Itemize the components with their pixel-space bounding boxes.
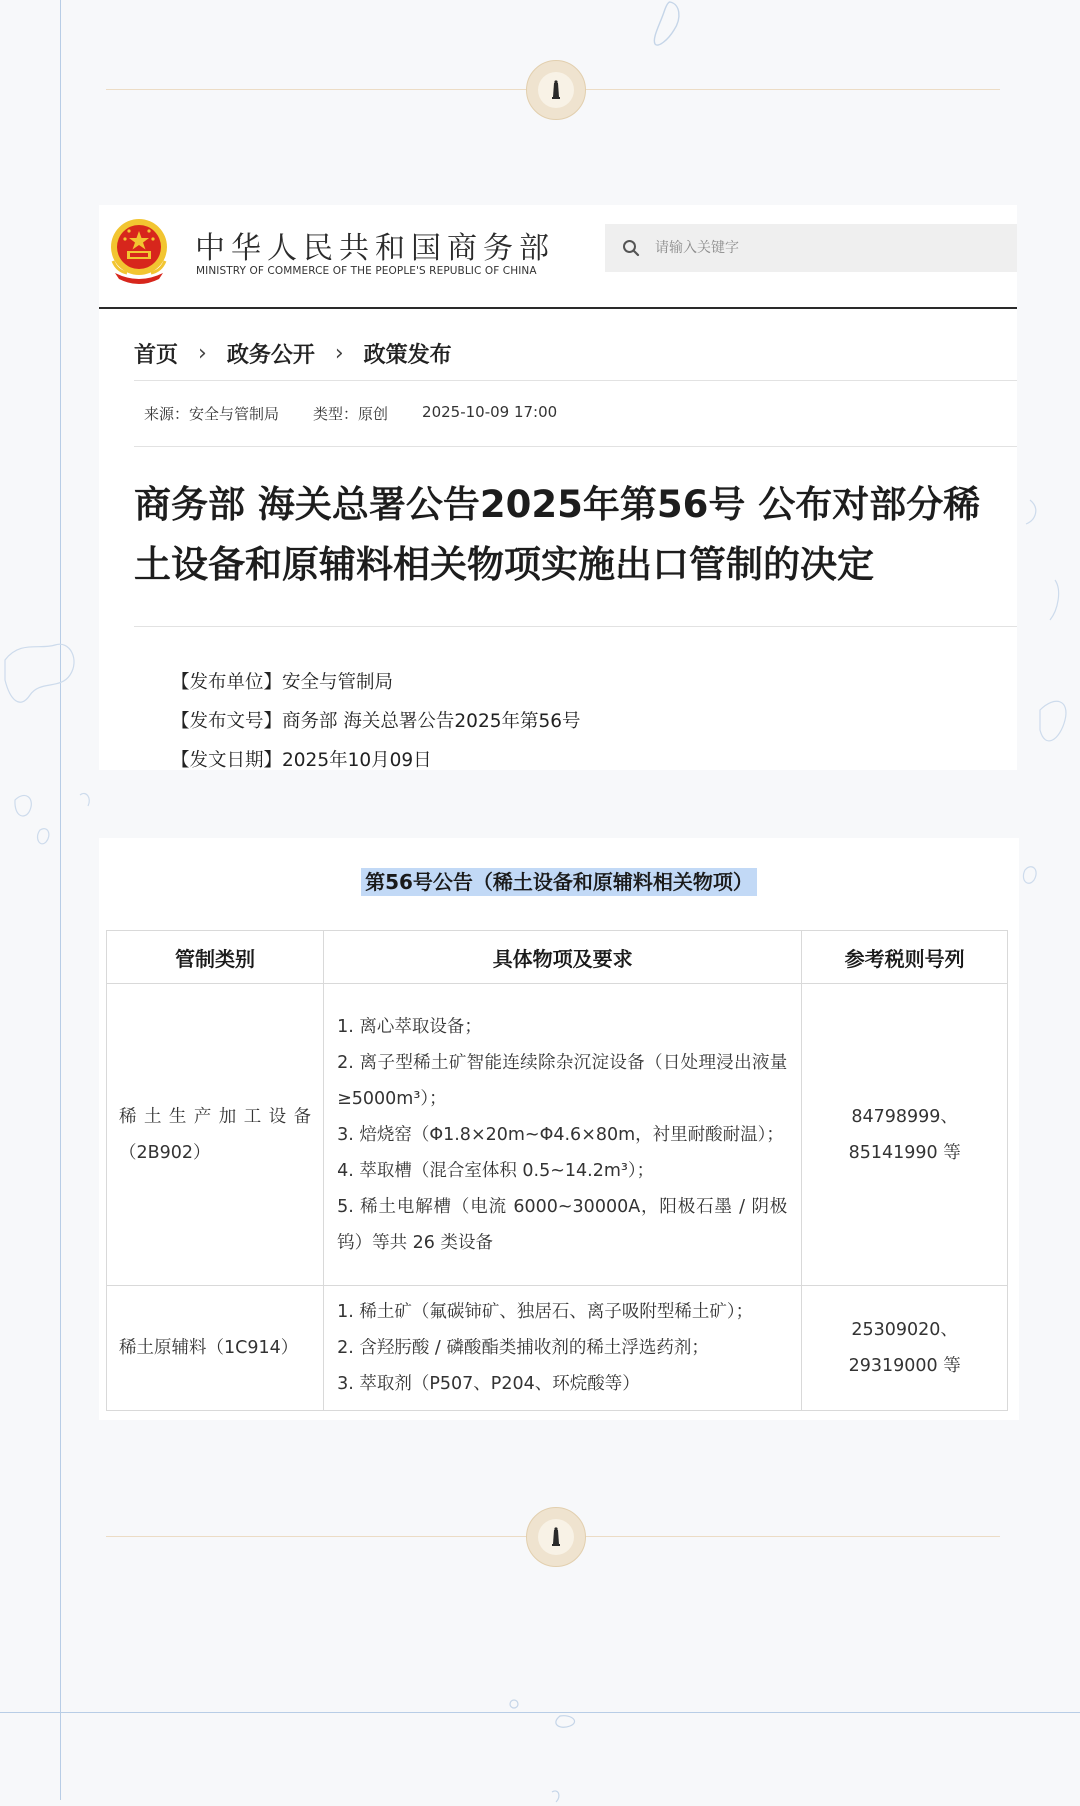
info-value: 商务部 海关总署公告2025年第56号 xyxy=(282,711,581,732)
info-value: 2025年10月09日 xyxy=(282,750,432,770)
table-header-row xyxy=(107,931,1008,984)
site-subtitle: MINISTRY OF COMMERCE OF THE PEOPLE'S REPUBLIC OF CHINA xyxy=(196,265,537,277)
meta-divider xyxy=(134,446,1017,447)
chevron-right-icon: › xyxy=(198,341,207,366)
article-meta xyxy=(144,403,591,424)
guide-line-vertical xyxy=(60,0,61,1800)
items-cell xyxy=(324,1286,802,1411)
info-value: 安全与管制局 xyxy=(282,672,394,693)
info-issue-date xyxy=(171,741,581,770)
list-item: 2. 离子型稀土矿智能连续除杂沉淀设备（日处理浸出液量≥5000m³）； xyxy=(337,1052,788,1109)
category-cell: 稀土生产加工设备（2B902） xyxy=(107,984,324,1286)
table-caption xyxy=(99,866,1019,895)
meta-datetime: 2025-10-09 17:00 xyxy=(422,403,558,421)
meta-type: 类型：原创 xyxy=(313,405,389,423)
info-label: 【发文日期】 xyxy=(171,750,283,770)
map-doodle-right xyxy=(1010,490,1080,890)
list-item: 3. 焙烧窑（Φ1.8×20m~Φ4.6×80m，衬里耐酸耐温）； xyxy=(337,1124,784,1145)
tariff-codes-cell: 25309020、29319000 等 xyxy=(802,1286,1008,1411)
article-info-list xyxy=(171,663,581,770)
header-tariff-codes: 参考税则号列 xyxy=(802,931,1008,984)
control-table-screenshot xyxy=(99,838,1019,1420)
list-item: 2. 含羟肟酸 / 磷酸酯类捕收剂的稀土浮选药剂； xyxy=(337,1338,709,1358)
article-title: 商务部 海关总署公告2025年第56号 公布对部分稀土设备和原辅料相关物项实施出口管制的决定 xyxy=(134,483,981,586)
control-table xyxy=(106,930,1008,1411)
lighthouse-icon xyxy=(545,79,567,101)
meta-source: 来源：安全与管制局 xyxy=(144,405,280,423)
site-header xyxy=(99,205,1017,309)
table-row xyxy=(107,984,1008,1286)
header-items-requirements: 具体物项及要求 xyxy=(324,931,802,984)
breadcrumb-policy-release[interactable]: 政策发布 xyxy=(363,343,452,368)
list-item: 1. 稀土矿（氟碳铈矿、独居石、离子吸附型稀土矿）； xyxy=(337,1302,754,1322)
items-cell xyxy=(324,984,802,1286)
table-row xyxy=(107,1286,1008,1411)
search-box[interactable] xyxy=(605,224,1017,272)
seal-emblem-bottom xyxy=(526,1507,586,1567)
title-divider xyxy=(134,626,1017,627)
seal-inner xyxy=(538,1519,574,1555)
map-doodle-left xyxy=(0,620,100,880)
breadcrumb-gov-affairs[interactable]: 政务公开 xyxy=(226,343,315,368)
breadcrumb xyxy=(134,338,452,369)
info-doc-number xyxy=(171,702,581,741)
info-label: 【发布文号】 xyxy=(171,711,283,732)
list-item: 3. 萃取剂（P507、P204、环烷酸等） xyxy=(337,1374,640,1394)
list-item: 1. 离心萃取设备； xyxy=(337,1016,482,1037)
breadcrumb-divider xyxy=(134,380,1017,381)
header-control-category: 管制类别 xyxy=(107,931,324,984)
chevron-right-icon: › xyxy=(334,341,344,366)
map-doodle-bottom xyxy=(500,1696,590,1806)
list-item: 4. 萃取槽（混合室体积 0.5~14.2m³）； xyxy=(337,1160,655,1181)
national-emblem-icon xyxy=(107,217,171,285)
tariff-codes-cell: 84798999、85141990 等 xyxy=(802,984,1008,1286)
seal-emblem-top xyxy=(526,60,586,120)
list-item: 5. 稀土电解槽（电流 6000~30000A，阳极石墨 / 阴极钨）等共 26 类设备 xyxy=(337,1196,788,1253)
info-issuer xyxy=(171,663,581,702)
table-caption-text[interactable]: 第56号公告（稀土设备和原辅料相关物项） xyxy=(361,868,757,896)
search-input[interactable] xyxy=(653,239,997,257)
info-label: 【发布单位】 xyxy=(171,672,283,693)
map-doodle-top xyxy=(640,0,700,52)
ministry-page-screenshot xyxy=(99,205,1017,770)
breadcrumb-home[interactable]: 首页 xyxy=(134,343,179,368)
site-name[interactable]: 中华人民共和国商务部 xyxy=(195,231,555,266)
seal-inner xyxy=(538,72,574,108)
search-icon[interactable] xyxy=(621,238,641,258)
lighthouse-icon xyxy=(545,1526,567,1548)
category-cell: 稀土原辅料（1C914） xyxy=(107,1286,324,1411)
